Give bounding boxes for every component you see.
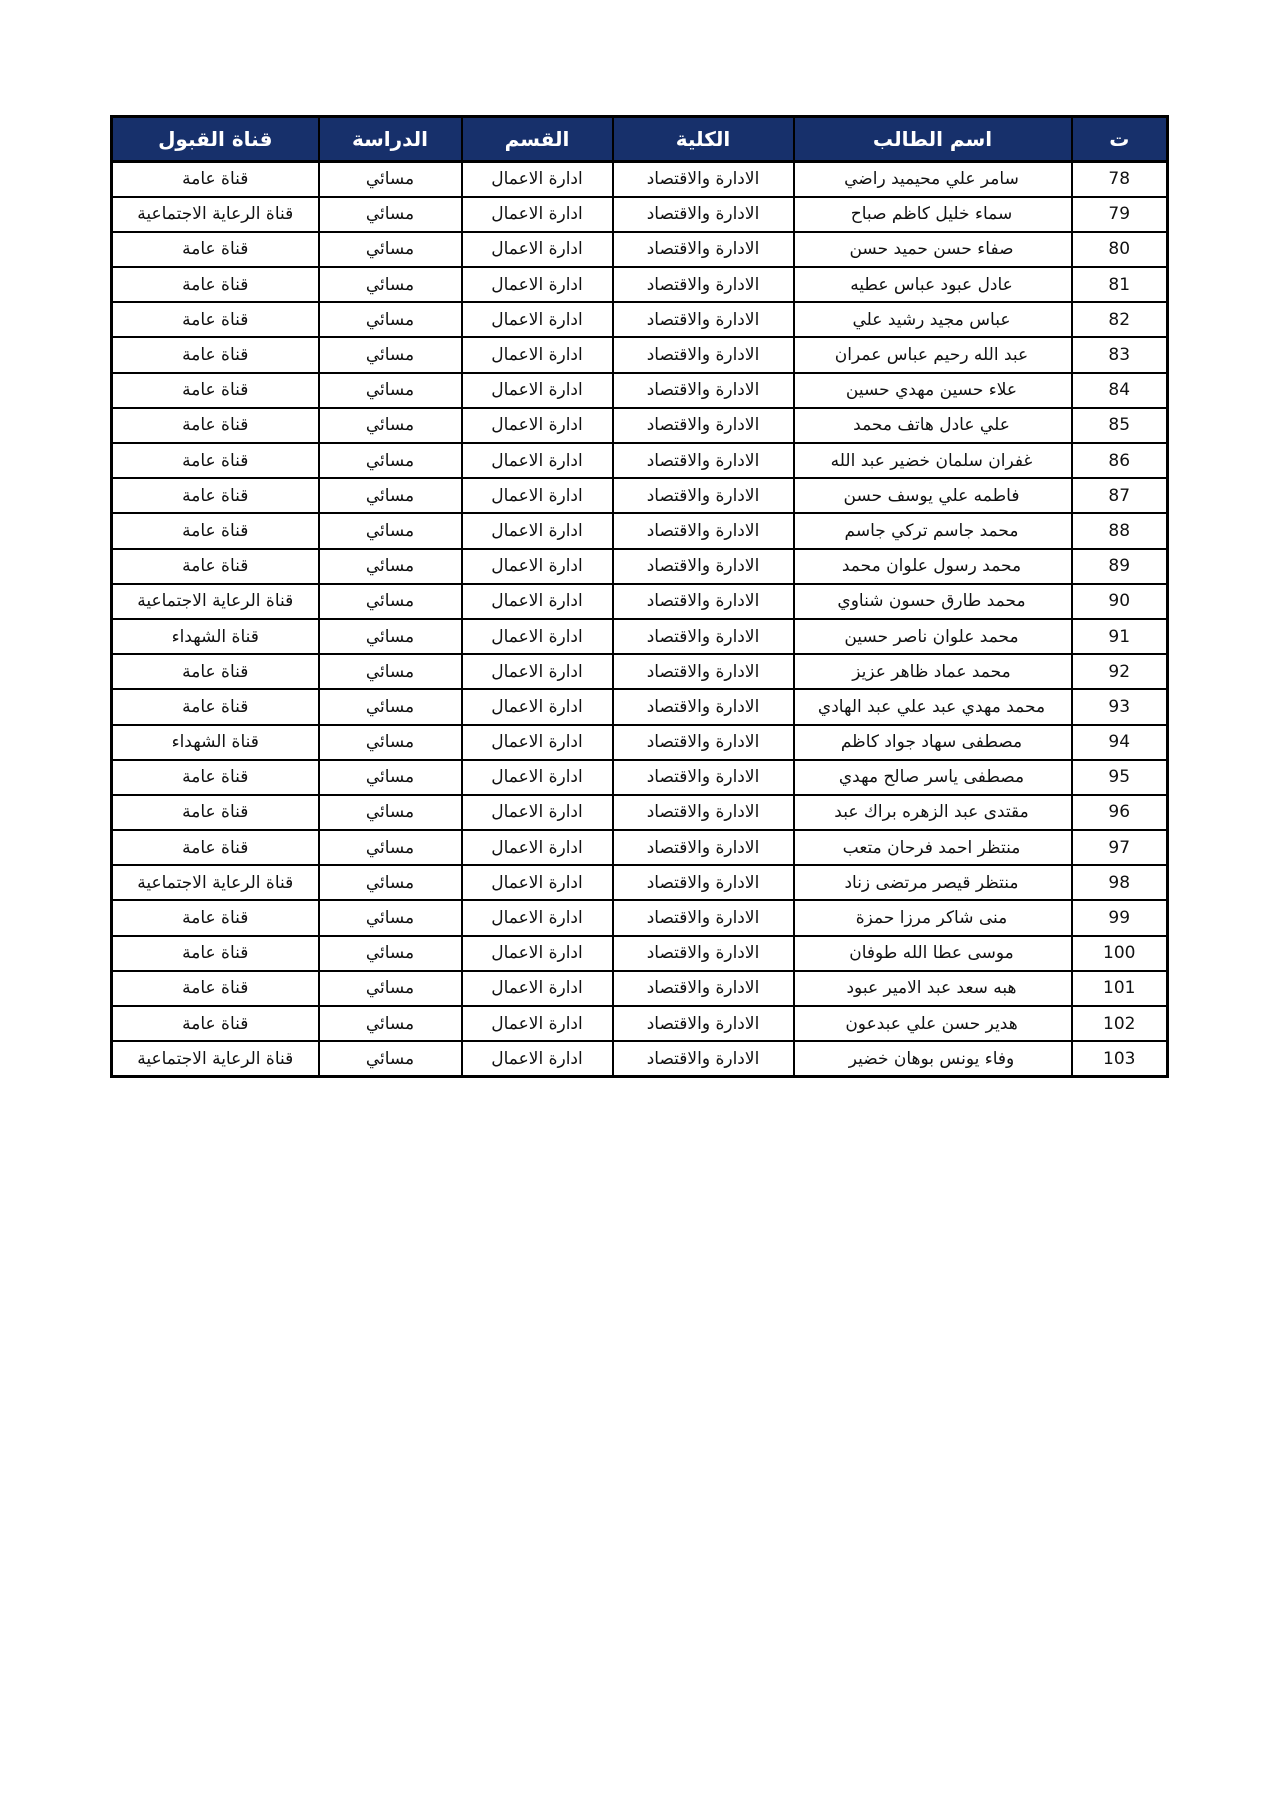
cell-college: الادارة والاقتصاد [613, 584, 794, 619]
cell-no: 78 [1072, 162, 1168, 197]
table-row [112, 900, 1168, 935]
cell-study: مسائي [319, 971, 462, 1006]
cell-study: مسائي [319, 830, 462, 865]
cell-channel: قناة عامة [112, 337, 319, 372]
cell-name: مقتدى عبد الزهره براك عبد [794, 795, 1072, 830]
cell-name: مصطفى ياسر صالح مهدي [794, 760, 1072, 795]
cell-department: ادارة الاعمال [462, 971, 613, 1006]
cell-name: هدير حسن علي عبدعون [794, 1006, 1072, 1041]
cell-study: مسائي [319, 267, 462, 302]
cell-department: ادارة الاعمال [462, 725, 613, 760]
cell-channel: قناة عامة [112, 302, 319, 337]
cell-department: ادارة الاعمال [462, 197, 613, 232]
cell-college: الادارة والاقتصاد [613, 865, 794, 900]
table-row [112, 830, 1168, 865]
header-no: ت [1072, 117, 1168, 162]
cell-study: مسائي [319, 302, 462, 337]
cell-department: ادارة الاعمال [462, 795, 613, 830]
cell-study: مسائي [319, 232, 462, 267]
cell-study: مسائي [319, 337, 462, 372]
cell-department: ادارة الاعمال [462, 373, 613, 408]
cell-name: غفران سلمان خضير عبد الله [794, 443, 1072, 478]
cell-college: الادارة والاقتصاد [613, 408, 794, 443]
cell-no: 102 [1072, 1006, 1168, 1041]
cell-college: الادارة والاقتصاد [613, 302, 794, 337]
cell-college: الادارة والاقتصاد [613, 971, 794, 1006]
cell-study: مسائي [319, 513, 462, 548]
cell-name: محمد علوان ناصر حسين [794, 619, 1072, 654]
table-row [112, 725, 1168, 760]
cell-no: 92 [1072, 654, 1168, 689]
cell-department: ادارة الاعمال [462, 443, 613, 478]
table-row [112, 478, 1168, 513]
table-row [112, 936, 1168, 971]
cell-study: مسائي [319, 1041, 462, 1076]
cell-name: علي عادل هاتف محمد [794, 408, 1072, 443]
cell-department: ادارة الاعمال [462, 267, 613, 302]
cell-no: 101 [1072, 971, 1168, 1006]
cell-department: ادارة الاعمال [462, 830, 613, 865]
table-row [112, 619, 1168, 654]
cell-college: الادارة والاقتصاد [613, 1041, 794, 1076]
cell-name: محمد عماد ظاهر عزيز [794, 654, 1072, 689]
cell-study: مسائي [319, 584, 462, 619]
cell-study: مسائي [319, 654, 462, 689]
table-row [112, 1041, 1168, 1076]
cell-college: الادارة والاقتصاد [613, 689, 794, 724]
cell-no: 95 [1072, 760, 1168, 795]
cell-no: 93 [1072, 689, 1168, 724]
cell-channel: قناة عامة [112, 654, 319, 689]
cell-college: الادارة والاقتصاد [613, 795, 794, 830]
cell-study: مسائي [319, 408, 462, 443]
cell-study: مسائي [319, 162, 462, 197]
cell-college: الادارة والاقتصاد [613, 162, 794, 197]
table-row [112, 197, 1168, 232]
cell-study: مسائي [319, 478, 462, 513]
cell-department: ادارة الاعمال [462, 513, 613, 548]
cell-study: مسائي [319, 373, 462, 408]
cell-channel: قناة عامة [112, 478, 319, 513]
table-row [112, 795, 1168, 830]
cell-study: مسائي [319, 197, 462, 232]
table-row [112, 1006, 1168, 1041]
cell-channel: قناة عامة [112, 267, 319, 302]
cell-college: الادارة والاقتصاد [613, 478, 794, 513]
cell-name: علاء حسين مهدي حسين [794, 373, 1072, 408]
cell-study: مسائي [319, 689, 462, 724]
cell-no: 82 [1072, 302, 1168, 337]
cell-no: 84 [1072, 373, 1168, 408]
cell-college: الادارة والاقتصاد [613, 337, 794, 372]
cell-department: ادارة الاعمال [462, 1006, 613, 1041]
cell-no: 97 [1072, 830, 1168, 865]
table-row [112, 689, 1168, 724]
header-department: القسم [462, 117, 613, 162]
cell-channel: قناة الشهداء [112, 725, 319, 760]
cell-name: مصطفى سهاد جواد كاظم [794, 725, 1072, 760]
cell-study: مسائي [319, 936, 462, 971]
cell-study: مسائي [319, 795, 462, 830]
cell-department: ادارة الاعمال [462, 408, 613, 443]
cell-name: محمد جاسم تركي جاسم [794, 513, 1072, 548]
cell-name: منى شاكر مرزا حمزة [794, 900, 1072, 935]
cell-name: محمد مهدي عبد علي عبد الهادي [794, 689, 1072, 724]
student-table-container [113, 115, 1169, 1078]
cell-college: الادارة والاقتصاد [613, 373, 794, 408]
cell-channel: قناة عامة [112, 936, 319, 971]
cell-no: 85 [1072, 408, 1168, 443]
cell-channel: قناة عامة [112, 162, 319, 197]
cell-department: ادارة الاعمال [462, 337, 613, 372]
student-table [110, 115, 1169, 1078]
cell-college: الادارة والاقتصاد [613, 267, 794, 302]
table-row [112, 513, 1168, 548]
cell-no: 81 [1072, 267, 1168, 302]
cell-name: عباس مجيد رشيد علي [794, 302, 1072, 337]
table-row [112, 760, 1168, 795]
cell-department: ادارة الاعمال [462, 1041, 613, 1076]
cell-no: 88 [1072, 513, 1168, 548]
cell-college: الادارة والاقتصاد [613, 232, 794, 267]
cell-channel: قناة عامة [112, 795, 319, 830]
cell-college: الادارة والاقتصاد [613, 619, 794, 654]
cell-college: الادارة والاقتصاد [613, 936, 794, 971]
cell-channel: قناة عامة [112, 373, 319, 408]
table-row [112, 302, 1168, 337]
cell-study: مسائي [319, 760, 462, 795]
cell-college: الادارة والاقتصاد [613, 725, 794, 760]
cell-name: سماء خليل كاظم صباح [794, 197, 1072, 232]
cell-channel: قناة الرعاية الاجتماعية [112, 197, 319, 232]
cell-college: الادارة والاقتصاد [613, 1006, 794, 1041]
cell-name: منتظر احمد فرحان متعب [794, 830, 1072, 865]
table-row [112, 232, 1168, 267]
table-row [112, 443, 1168, 478]
cell-channel: قناة عامة [112, 443, 319, 478]
cell-department: ادارة الاعمال [462, 302, 613, 337]
cell-department: ادارة الاعمال [462, 936, 613, 971]
cell-no: 94 [1072, 725, 1168, 760]
cell-channel: قناة عامة [112, 689, 319, 724]
cell-channel: قناة الرعاية الاجتماعية [112, 584, 319, 619]
cell-name: منتظر قيصر مرتضى زناد [794, 865, 1072, 900]
cell-study: مسائي [319, 1006, 462, 1041]
cell-channel: قناة الرعاية الاجتماعية [112, 865, 319, 900]
cell-department: ادارة الاعمال [462, 865, 613, 900]
cell-channel: قناة عامة [112, 232, 319, 267]
cell-department: ادارة الاعمال [462, 584, 613, 619]
cell-no: 103 [1072, 1041, 1168, 1076]
cell-name: عادل عبود عباس عطيه [794, 267, 1072, 302]
cell-department: ادارة الاعمال [462, 900, 613, 935]
cell-college: الادارة والاقتصاد [613, 900, 794, 935]
cell-no: 86 [1072, 443, 1168, 478]
cell-no: 99 [1072, 900, 1168, 935]
table-row [112, 373, 1168, 408]
cell-name: محمد طارق حسون شناوي [794, 584, 1072, 619]
cell-no: 79 [1072, 197, 1168, 232]
cell-study: مسائي [319, 900, 462, 935]
cell-college: الادارة والاقتصاد [613, 513, 794, 548]
cell-name: عبد الله رحيم عباس عمران [794, 337, 1072, 372]
cell-no: 96 [1072, 795, 1168, 830]
cell-name: وفاء يونس بوهان خضير [794, 1041, 1072, 1076]
cell-study: مسائي [319, 443, 462, 478]
cell-department: ادارة الاعمال [462, 689, 613, 724]
cell-channel: قناة عامة [112, 408, 319, 443]
cell-name: موسى عطا الله طوفان [794, 936, 1072, 971]
cell-no: 100 [1072, 936, 1168, 971]
cell-no: 87 [1072, 478, 1168, 513]
cell-name: سامر علي محيميد راضي [794, 162, 1072, 197]
table-row [112, 162, 1168, 197]
cell-channel: قناة الشهداء [112, 619, 319, 654]
cell-name: هبه سعد عبد الامير عبود [794, 971, 1072, 1006]
cell-college: الادارة والاقتصاد [613, 760, 794, 795]
cell-department: ادارة الاعمال [462, 478, 613, 513]
cell-college: الادارة والاقتصاد [613, 197, 794, 232]
cell-college: الادارة والاقتصاد [613, 830, 794, 865]
table-row [112, 865, 1168, 900]
cell-department: ادارة الاعمال [462, 549, 613, 584]
cell-department: ادارة الاعمال [462, 654, 613, 689]
cell-department: ادارة الاعمال [462, 619, 613, 654]
header-channel: قناة القبول [112, 117, 319, 162]
cell-no: 83 [1072, 337, 1168, 372]
cell-study: مسائي [319, 619, 462, 654]
cell-department: ادارة الاعمال [462, 760, 613, 795]
cell-channel: قناة الرعاية الاجتماعية [112, 1041, 319, 1076]
cell-no: 98 [1072, 865, 1168, 900]
table-row [112, 549, 1168, 584]
cell-study: مسائي [319, 549, 462, 584]
cell-college: الادارة والاقتصاد [613, 549, 794, 584]
cell-channel: قناة عامة [112, 549, 319, 584]
cell-study: مسائي [319, 865, 462, 900]
cell-department: ادارة الاعمال [462, 162, 613, 197]
cell-no: 91 [1072, 619, 1168, 654]
header-row [112, 117, 1168, 162]
header-college: الكلية [613, 117, 794, 162]
cell-study: مسائي [319, 725, 462, 760]
cell-no: 90 [1072, 584, 1168, 619]
cell-no: 89 [1072, 549, 1168, 584]
cell-no: 80 [1072, 232, 1168, 267]
cell-channel: قناة عامة [112, 513, 319, 548]
cell-channel: قناة عامة [112, 830, 319, 865]
table-row [112, 971, 1168, 1006]
table-row [112, 584, 1168, 619]
cell-college: الادارة والاقتصاد [613, 654, 794, 689]
cell-channel: قناة عامة [112, 971, 319, 1006]
student-table-body [112, 162, 1168, 1077]
table-row [112, 337, 1168, 372]
table-row [112, 654, 1168, 689]
cell-department: ادارة الاعمال [462, 232, 613, 267]
cell-channel: قناة عامة [112, 1006, 319, 1041]
table-row [112, 408, 1168, 443]
cell-channel: قناة عامة [112, 760, 319, 795]
cell-name: صفاء حسن حميد حسن [794, 232, 1072, 267]
cell-name: فاطمه علي يوسف حسن [794, 478, 1072, 513]
header-study: الدراسة [319, 117, 462, 162]
table-header [112, 117, 1168, 162]
table-row [112, 267, 1168, 302]
cell-name: محمد رسول علوان محمد [794, 549, 1072, 584]
cell-college: الادارة والاقتصاد [613, 443, 794, 478]
cell-channel: قناة عامة [112, 900, 319, 935]
header-name: اسم الطالب [794, 117, 1072, 162]
